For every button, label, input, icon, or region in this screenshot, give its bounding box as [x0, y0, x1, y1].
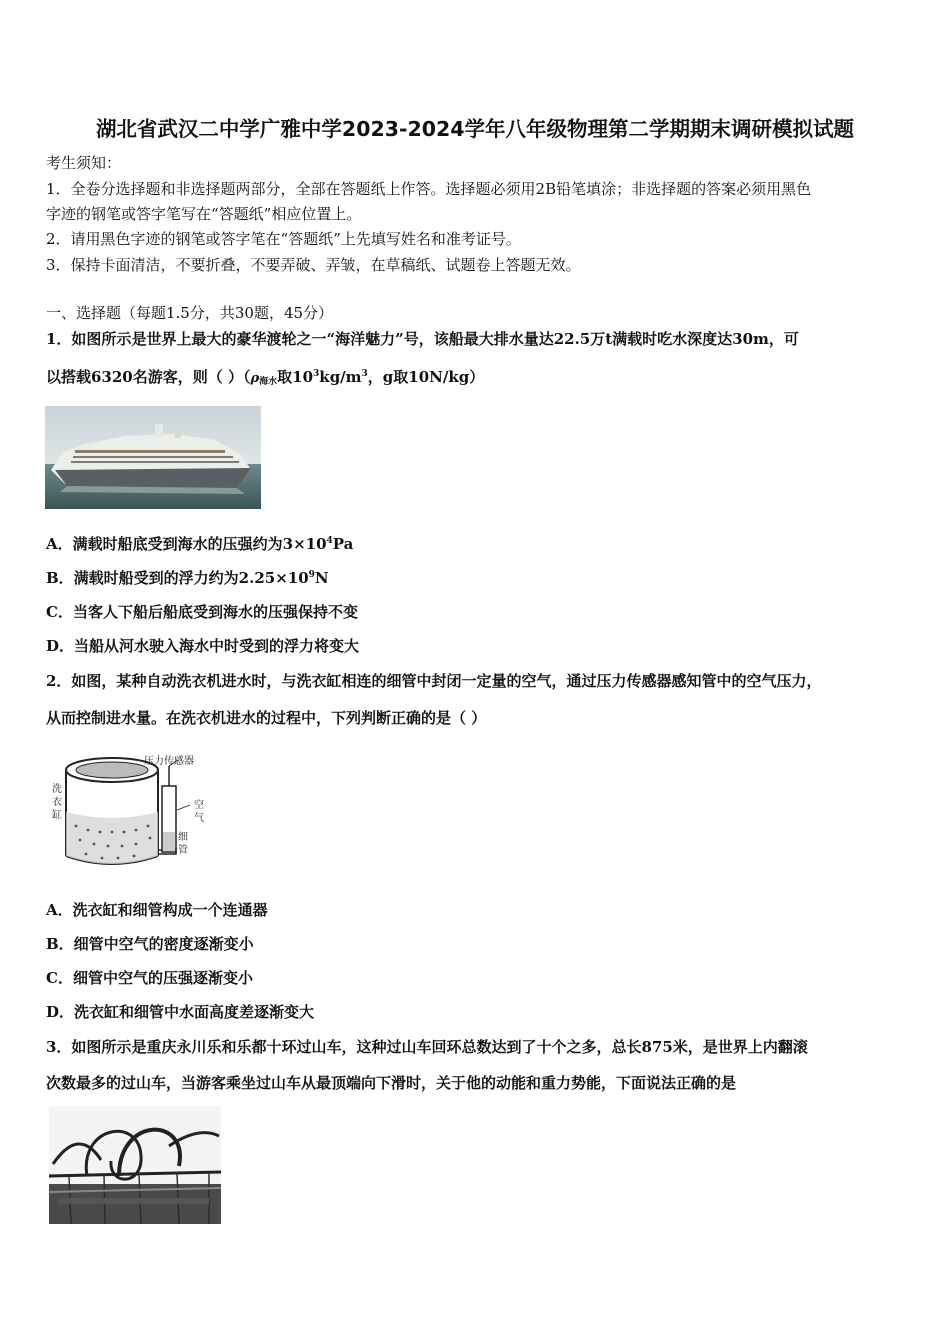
washing-machine-diagram: [50, 750, 220, 880]
q1-option-c[interactable]: C．当客人下船后船底受到海水的压强保持不变: [46, 603, 358, 621]
label-tube: 管: [178, 845, 188, 856]
notice-item: 3．保持卡面清洁，不要折叠，不要弄破、弄皱，在草稿纸、试题卷上答题无效。: [46, 256, 581, 274]
rho-subscript: 海水: [259, 377, 278, 387]
roller-coaster-image: [49, 1106, 221, 1224]
q1-option-a[interactable]: [46, 533, 353, 554]
label-air: 空: [194, 800, 204, 811]
notice-item: 1．全卷分选择题和非选择题两部分，全部在答题纸上作答。选择题必须用2B铅笔填涂；非选择题的答案必须用黑色: [46, 180, 812, 198]
superscript: 9: [308, 570, 315, 580]
section-heading: 一、选择题（每题1.5分，共30题，45分）: [46, 304, 334, 322]
label-tank: 缸: [52, 810, 62, 821]
q2-option-c[interactable]: C．细管中空气的压强逐渐变小: [46, 969, 253, 987]
exam-title: 湖北省武汉二中学广雅中学2023-2024学年八年级物理第二学期期末调研模拟试题: [95, 117, 855, 141]
option-text: Pa: [332, 535, 354, 553]
option-text: B．满载时船受到的浮力约为2.25×10: [46, 569, 309, 587]
notice-item: 字迹的钢笔或答字笔写在“答题纸”相应位置上。: [46, 205, 362, 223]
label-air: 气: [194, 813, 204, 824]
q1-stem-text: 以搭载6320名游客，则（ ）（: [46, 368, 251, 386]
q1-stem-text: 取10: [277, 368, 314, 386]
q3-stem-line1: 3．如图所示是重庆永川乐和乐都十环过山车，这种过山车回环总数达到了十个之多，总长875米，是世界上内翻滚: [46, 1038, 808, 1056]
q2-option-d[interactable]: D．洗衣缸和细管中水面高度差逐渐变大: [46, 1003, 315, 1021]
label-tank: 衣: [52, 797, 62, 808]
q1-stem-line1: 1．如图所示是世界上最大的豪华渡轮之一“海洋魅力”号，该船最大排水量达22.5万t满载时吃水深度达30m，可: [46, 330, 799, 348]
superscript: 3: [313, 369, 320, 379]
q2-stem-line2: 从而控制进水量。在洗衣机进水的过程中，下列判断正确的是（ ）: [46, 709, 487, 727]
superscript: 3: [361, 369, 368, 379]
option-text: N: [314, 569, 329, 587]
superscript: 4: [326, 536, 333, 546]
rho-symbol: ρ: [250, 371, 260, 386]
q2-option-a[interactable]: A．洗衣缸和细管构成一个连通器: [46, 901, 268, 919]
q1-stem-text: ，g取10N/kg）: [367, 368, 485, 386]
q1-stem-text: kg/m: [319, 368, 362, 386]
q1-option-d[interactable]: D．当船从河水驶入海水中时受到的浮力将变大: [46, 637, 360, 655]
option-text: A．满载时船底受到海水的压强约为3×10: [46, 535, 327, 553]
notice-item: 2．请用黑色字迹的钢笔或答字笔在“答题纸”上先填写姓名和准考证号。: [46, 230, 521, 248]
label-pressure-sensor: 压力传感器: [144, 756, 194, 767]
q3-stem-line2: 次数最多的过山车，当游客乘坐过山车从最顶端向下滑时，关于他的动能和重力势能，下面说法正确的是: [46, 1074, 737, 1092]
q1-stem-line2: [46, 366, 484, 387]
label-tank: 洗: [52, 784, 62, 795]
q2-option-b[interactable]: B．细管中空气的密度逐渐变小: [46, 935, 254, 953]
cruise-ship-image: [45, 406, 261, 509]
q2-stem-line1: 2．如图，某种自动洗衣机进水时，与洗衣缸相连的细管中封闭一定量的空气，通过压力传感器感知管中的空气压力，: [46, 672, 822, 690]
q1-option-b[interactable]: [46, 567, 329, 588]
label-tube: 细: [178, 832, 188, 843]
notice-heading: 考生须知：: [46, 154, 122, 172]
